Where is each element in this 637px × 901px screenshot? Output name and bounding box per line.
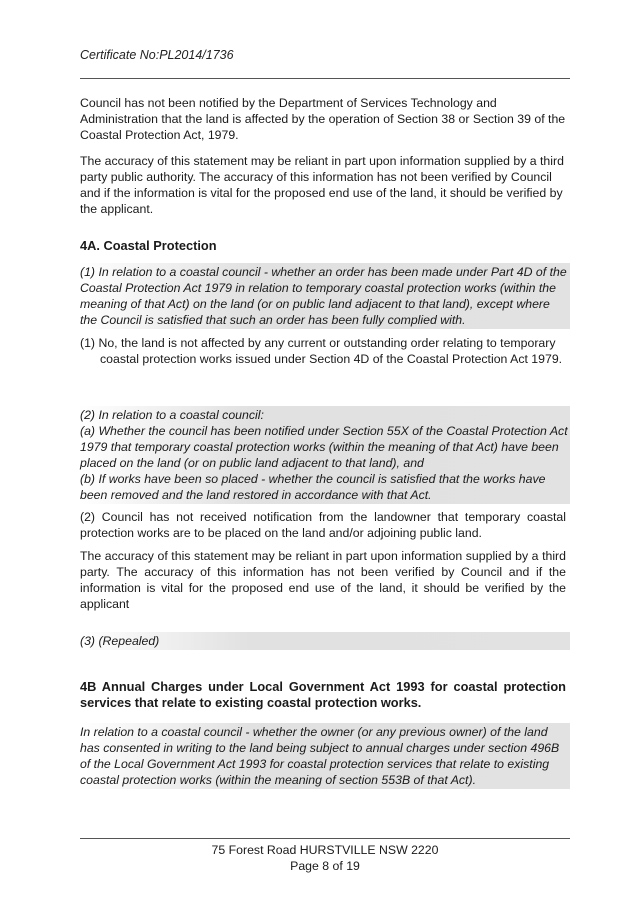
answer-4a-1: (1) No, the land is not affected by any current or outstanding order relating to temporary coastal protection works issued under Section 4D of the Coastal Protection Act 1979. xyxy=(80,336,563,366)
question-4a-1: (1) In relation to a coastal council - whether an order has been made under Part 4D of the Coastal Protection Act 1979 in relation to temporary coastal protection works (within the meaning of that Act) on the land (or on public land adjacent to that land), except where the Council is satisfied that such an order has been fully complied with. xyxy=(78,263,570,329)
question-4a-2 xyxy=(78,406,570,504)
header-divider xyxy=(80,78,570,79)
section-4b-heading: 4B Annual Charges under Local Government Act 1993 for coastal protection services that relate to existing coastal protection works. xyxy=(80,679,566,710)
paragraph-accuracy-third-party: The accuracy of this statement may be reliant in part upon information supplied by a third party. The accuracy of this information has not been verified by Council and if the information is vital for the proposed end use of the land, it should be verified by the applicant xyxy=(80,549,566,611)
footer-address: 75 Forest Road HURSTVILLE NSW 2220 xyxy=(211,843,439,857)
section-4a-heading: 4A. Coastal Protection xyxy=(80,238,217,253)
question-4a-2-intro: (2) In relation to a coastal council: xyxy=(80,408,264,422)
page-number: Page 8 of 19 xyxy=(290,859,360,873)
certificate-number: Certificate No:PL2014/1736 xyxy=(80,48,234,62)
question-4a-2-a: (a) Whether the council has been notified under Section 55X of the Coastal Protection Act 1979 that temporary coastal protection works (within the meaning of that Act) have been placed on the land (or on public land adjacent to that land), and xyxy=(80,424,568,470)
footer-divider xyxy=(80,838,570,839)
paragraph-notification: Council has not been notified by the Department of Services Technology and Administration that the land is affected by the operation of Section 38 or Section 39 of the Coastal Protection Act, 1979. xyxy=(80,96,566,142)
question-4b: In relation to a coastal council - whether the owner (or any previous owner) of the land has consented in writing to the land being subject to annual charges under section 496B of the Local Government Act 1993 for coastal protection services that relate to existing coastal protection works (within the meaning of section 553B of that Act). xyxy=(78,723,570,789)
question-4a-2-b: (b) If works have been so placed - whether the council is satisfied that the works have been removed and the land restored in accordance with that Act. xyxy=(80,472,546,502)
question-4a-3: (3) (Repealed) xyxy=(78,632,570,650)
paragraph-accuracy-authority: The accuracy of this statement may be reliant in part upon information supplied by a third party public authority. The accuracy of this information has not been verified by Council and if the information is vital for the proposed end use of the land, it should be verified by the applicant. xyxy=(80,154,564,216)
answer-4a-2: (2) Council has not received notification from the landowner that temporary coastal protection works are to be placed on the land and/or adjoining public land. xyxy=(80,510,566,540)
